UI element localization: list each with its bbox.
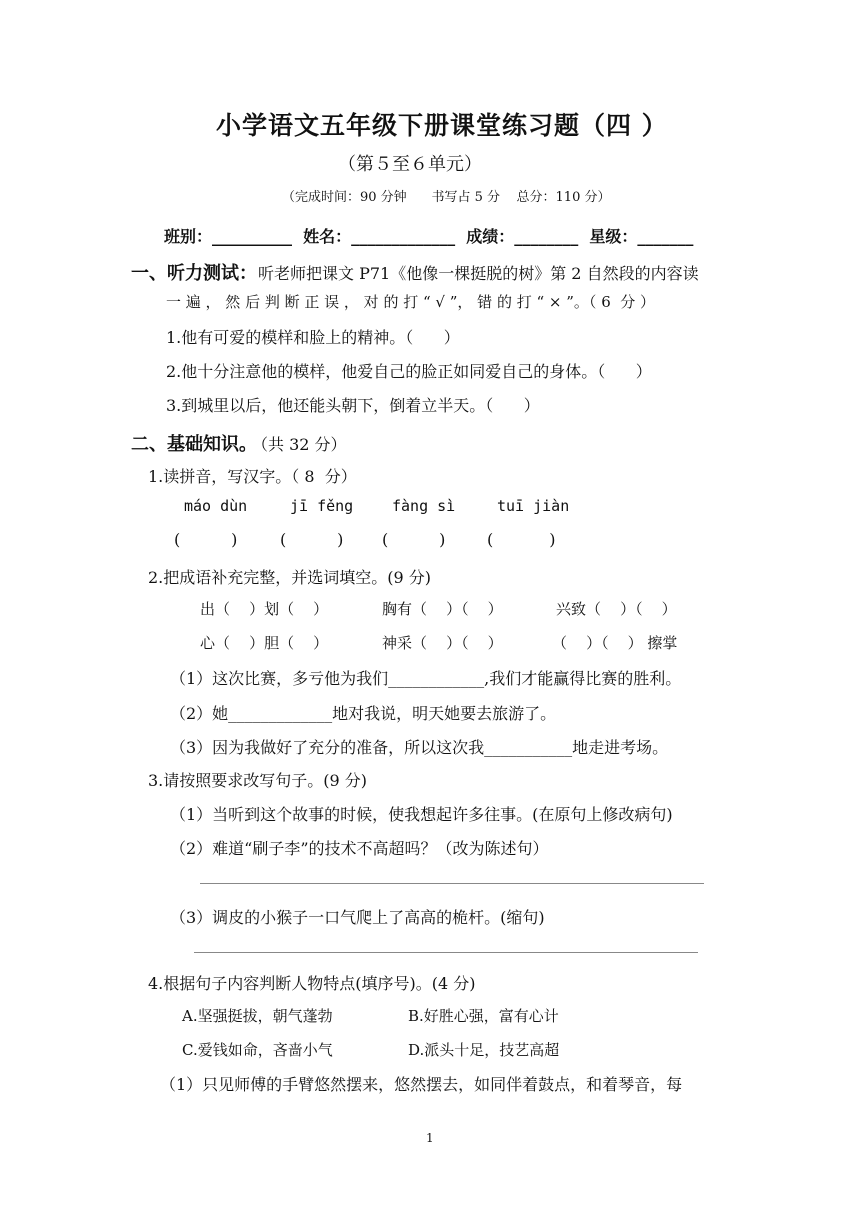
- q1-title: 1.读拼音，写汉字。（ 8 分）: [148, 467, 357, 486]
- q1-blank: ( ): [174, 530, 238, 549]
- q1-pinyin: máo dùn: [184, 497, 248, 515]
- q4-item: （1）只见师傅的手臂悠然摆来，悠然摆去，如同伴着鼓点，和着琴音，每: [160, 1075, 683, 1094]
- section1-instruction-b: 一 遍 ， 然 后 判 断 正 误 ， 对 的 打 “ √ ”， 错 的 打 “ × ”。（ 6 分 ）: [166, 293, 656, 311]
- q4-option: B.好胜心强，富有心计: [408, 1007, 559, 1025]
- q2-title: 2.把成语补充完整，并选词填空。(9 分): [148, 568, 432, 587]
- q1-blank: ( ): [280, 530, 344, 549]
- page-number: 1: [426, 1131, 434, 1145]
- q4-option: A.坚强挺拔，朝气蓬勃: [182, 1007, 333, 1025]
- section2-points: （共 32 分）: [252, 435, 347, 454]
- q2-idiom: 出（ ）划（ ）: [200, 600, 329, 618]
- exam-meta: （完成时间：90 分钟 书写占 5 分 总分：110 分）: [282, 190, 611, 205]
- section1-item: 1.他有可爱的模样和脸上的精神。（ ）: [166, 328, 460, 347]
- q3-item: （1）当听到这个故事的时候，使我想起许多往事。(在原句上修改病句): [170, 805, 673, 824]
- q4-option: C.爱钱如命，吝啬小气: [182, 1041, 333, 1059]
- section1-heading: 一、听力测试：: [131, 263, 257, 284]
- section1-item: 2.他十分注意他的模样，他爱自己的脸正如同爱自己的身体。（ ）: [166, 362, 652, 381]
- page-title: 小学语文五年级下册课堂练习题（四 ）: [216, 111, 668, 140]
- section1-item: 3.到城里以后，他还能头朝下，倒着立半天。（ ）: [166, 396, 540, 415]
- q3-item: （2）难道“刷子李”的技术不高超吗？（改为陈述句）: [170, 839, 549, 858]
- q2-sentence: （3）因为我做好了充分的准备，所以这次我___________地走进考场。: [170, 738, 669, 757]
- q2-idiom: 兴致（ ）（ ）: [556, 600, 677, 618]
- q1-blank: ( ): [382, 530, 446, 549]
- section1-instruction-a: 听老师把课文 P71《他像一棵挺脱的树》第 2 自然段的内容读: [258, 264, 699, 283]
- q2-idiom: 神采（ ）（ ）: [382, 634, 503, 652]
- q2-idiom: （ ）（ ） 擦掌: [552, 634, 678, 652]
- q2-idiom: 心（ ）胆（ ）: [200, 634, 329, 652]
- q2-idiom: 胸有（ ）（ ）: [382, 600, 503, 618]
- q1-blank: ( ): [487, 530, 556, 549]
- q4-title: 4.根据句子内容判断人物特点(填序号)。(4 分): [148, 974, 476, 993]
- page-subtitle: （第５至６单元）: [338, 154, 482, 175]
- q2-sentence: （2）她_____________地对我说，明天她要去旅游了。: [170, 704, 557, 723]
- q1-pinyin: tuī jiàn: [497, 497, 570, 515]
- student-info-line: 班别：__________ 姓名：_____________ 成绩：________ 星级：_______: [164, 227, 694, 246]
- q3-item: （3）调皮的小猴子一口气爬上了高高的桅杆。(缩句): [170, 908, 545, 927]
- q3-title: 3.请按照要求改写句子。(9 分): [148, 771, 368, 790]
- q4-option: D.派头十足，技艺高超: [408, 1041, 560, 1059]
- answer-line: [200, 883, 704, 884]
- q1-pinyin: jī fěng: [290, 497, 354, 515]
- q1-pinyin: fàng sì: [392, 497, 456, 515]
- section2-heading: 二、基础知识。: [131, 434, 257, 455]
- q2-sentence: （1）这次比赛，多亏他为我们____________,我们才能赢得比赛的胜利。: [170, 669, 682, 688]
- answer-line: [194, 952, 698, 953]
